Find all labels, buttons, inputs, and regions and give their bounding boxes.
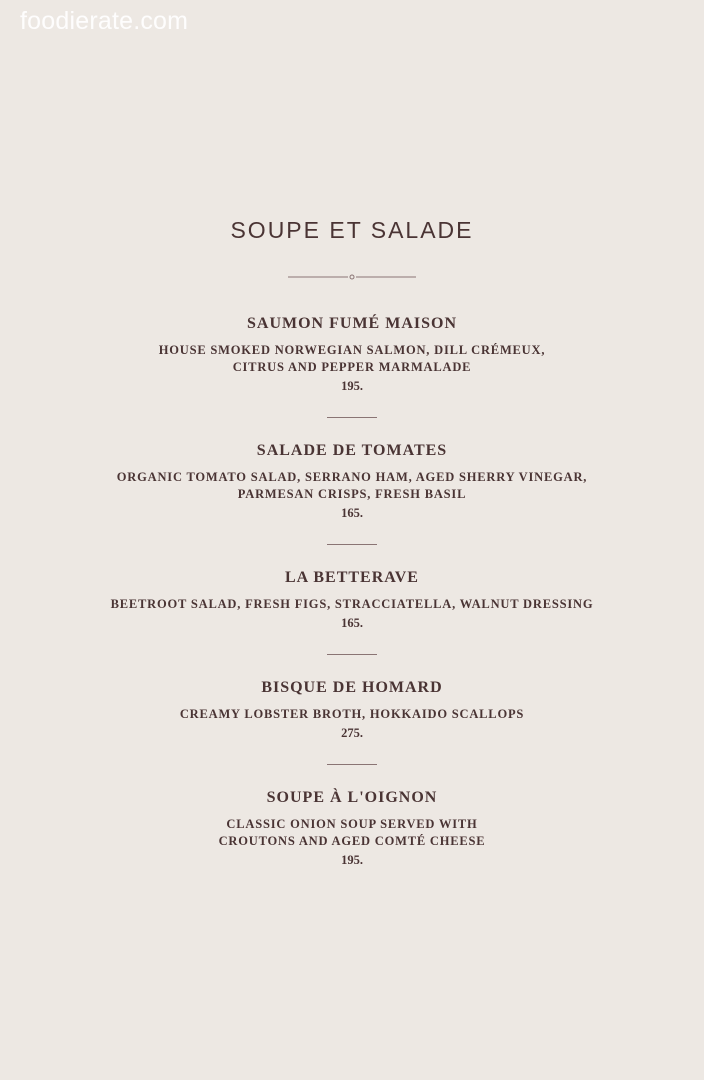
item-name: SOUPE À L'OIGNON [266,789,438,806]
item-description-line: CREAMY LOBSTER BROTH, HOKKAIDO SCALLOPS [179,707,525,721]
item-divider [327,544,377,545]
item-price: 195. [341,379,363,393]
menu-item [0,567,704,632]
menu-item [0,787,704,869]
watermark: foodierate.com [20,7,189,35]
item-description [0,706,704,723]
ornament-divider [288,272,416,282]
menu-item [0,313,704,395]
item-divider [327,654,377,655]
item-description-line: CITRUS AND PEPPER MARMALADE [232,360,472,374]
item-name: SALADE DE TOMATES [256,442,448,459]
item-description [0,596,704,613]
item-price: 165. [341,506,363,520]
item-divider [327,417,377,418]
menu-item [0,440,704,522]
item-name: SAUMON FUMÉ MAISON [247,315,457,332]
item-description [0,469,704,503]
item-price: 165. [341,616,363,630]
item-description-line: ORGANIC TOMATO SALAD, SERRANO HAM, AGED SHERRY VINEGAR, [116,470,588,484]
item-description-line: CLASSIC ONION SOUP SERVED WITH [226,817,478,831]
item-description [0,816,704,850]
menu-item [0,677,704,742]
item-description [0,342,704,376]
item-description-line: PARMESAN CRISPS, FRESH BASIL [237,487,467,501]
item-price: 275. [341,726,363,740]
item-divider [327,764,377,765]
item-description-line: BEETROOT SALAD, FRESH FIGS, STRACCIATELLA, WALNUT DRESSING [110,597,594,611]
item-name: LA BETTERAVE [285,569,419,586]
item-name: BISQUE DE HOMARD [261,679,443,696]
section-title: SOUPE ET SALADE [230,217,474,243]
item-description-line: HOUSE SMOKED NORWEGIAN SALMON, DILL CRÉMEUX, [158,343,546,357]
menu-items [0,313,704,869]
item-description-line: CROUTONS AND AGED COMTÉ CHEESE [218,834,486,848]
item-price: 195. [341,853,363,867]
